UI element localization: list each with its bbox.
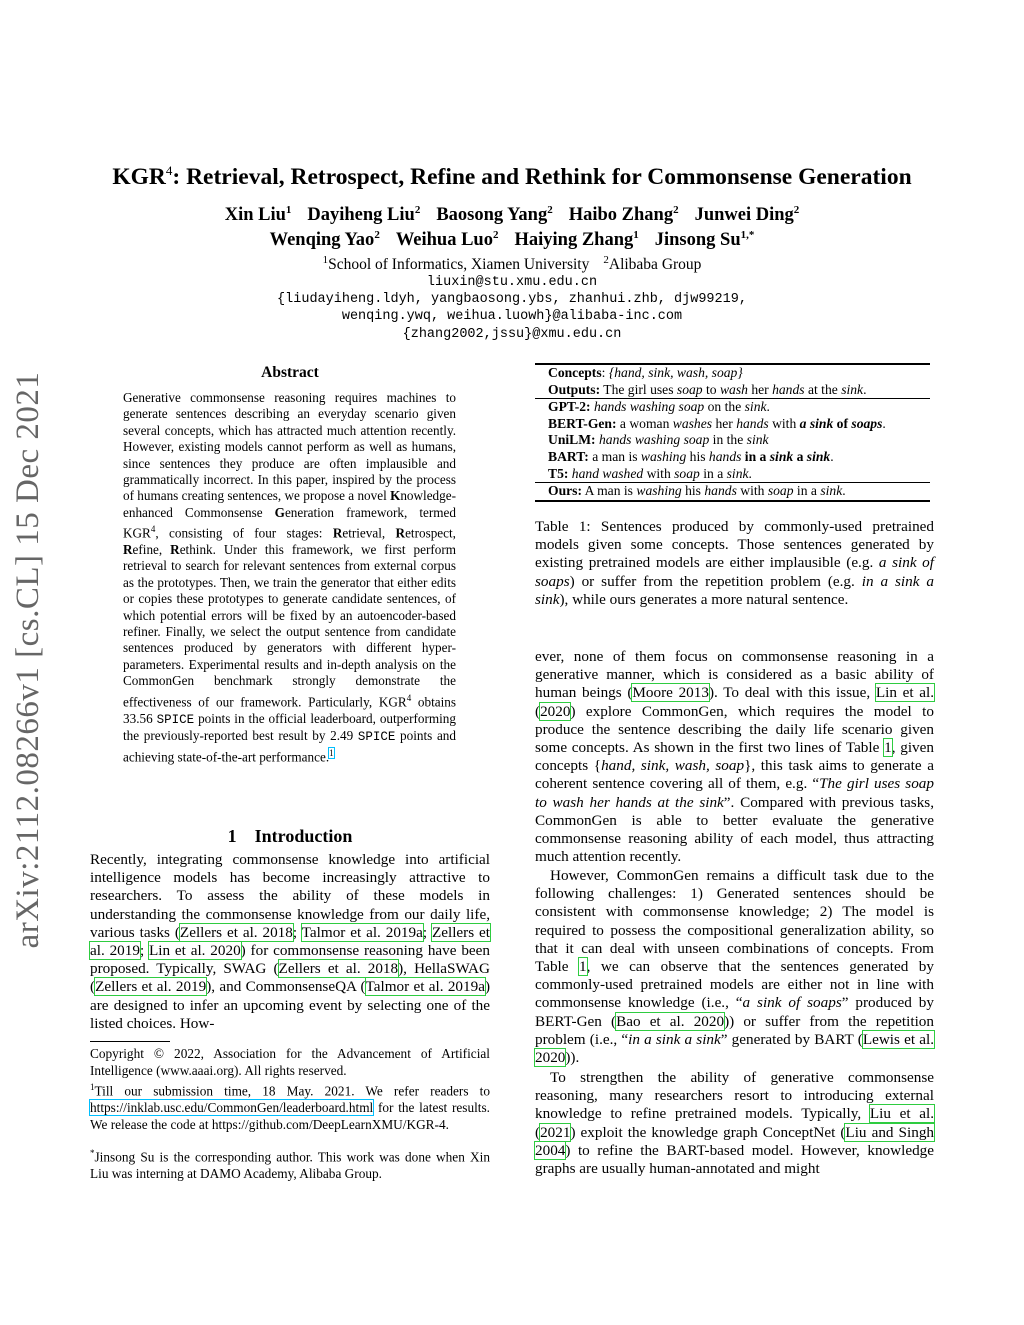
model-name: BART:	[548, 448, 589, 464]
author-name	[695, 205, 800, 225]
author-name-text: Xin Liu	[224, 205, 286, 226]
footnote-1: $^1$Till our submission time, 18 May. 2021. We refer readers to https://inklab.usc.edu/CommonGen/leaderboard.html for the latest results. We release the code at https://github.com/DeepLearnXMU/KGR-4.	[90, 1082, 490, 1132]
author-affiliation-mark: 2	[793, 204, 800, 216]
model-name: T5:	[548, 465, 569, 481]
table-row-concepts: Concepts: {hand, sink, wash, soap}	[548, 365, 743, 380]
table-row-ours	[535, 483, 930, 500]
citation[interactable]: Zellers et al. 2019	[95, 978, 207, 996]
table-text: in the	[709, 432, 747, 448]
copyright-footnote: Copyright © 2022, Association for the Advancement of Artificial Intelligence (www.aaai.org). All rights reserved.	[90, 1046, 490, 1078]
table-text: with	[768, 415, 800, 431]
table-row	[535, 399, 930, 416]
author-name	[270, 230, 380, 250]
table-ref[interactable]: 1	[884, 739, 892, 757]
author-name	[655, 230, 755, 250]
table-text: sink	[841, 381, 864, 397]
table-text: washing	[640, 448, 687, 464]
author-name-text: Junwei Ding	[694, 205, 794, 226]
author-name-text: Wenqing Yao	[269, 230, 375, 251]
intro-paragraph: However, CommonGen remains a difficult task due to the following challenges: 1) Generated sentences should be consistent with commonsense knowledge; 2) The model is required to possess the compositional generalization ability, so that it can deal with unseen combinations of concepts. From Table 1, we can observe that the sentences generated by commonly-used pretrained models are either not in line with commonsense knowledge (i.e., “a sink of soaps” produced by BERT-Gen (Bao et al. 2020)) or suffer from the repetition problem (i.e., “in a sink a sink” generated by BART (Lewis et al. 2020)).	[535, 867, 935, 1067]
paper-title: KGR$^4$: Retrieval, Retrospect, Refine and Rethink for Commonsense Generation	[112, 163, 912, 190]
author-name-text: Baosong Yang	[436, 205, 548, 226]
citation[interactable]: Lin et al. 2020	[149, 942, 241, 960]
table-text	[770, 449, 793, 464]
table-text: on the	[704, 399, 745, 415]
author-affiliation-mark: 2	[547, 204, 553, 216]
table-text: his	[686, 448, 709, 464]
email-line: {liudayiheng.ldyh, yangbaosong.ybs, zhanhui.zhb, djw99219,	[277, 292, 747, 307]
table-text: a woman	[616, 415, 673, 431]
table-text: hands washing soap	[598, 432, 710, 448]
author-name	[307, 205, 420, 225]
email-line: wenqing.ywq, weihua.luowh}@alibaba-inc.com	[341, 309, 683, 324]
citation[interactable]: Zellers et al. 2018	[179, 923, 293, 941]
table-text: washes	[672, 415, 713, 431]
affiliations: $^1$School of Informatics, Xiamen University $^2$Alibaba Group	[322, 254, 702, 274]
table-text: hand washed	[571, 465, 644, 481]
table-text: sink	[820, 483, 843, 499]
table-text: .	[842, 483, 846, 499]
author-line-2	[60, 229, 964, 251]
table-text: his	[681, 483, 705, 499]
abstract-heading: Abstract	[261, 364, 319, 381]
footnote-2: *Jinsong Su is the corresponding author. This work was done when Xin Liu was interning at DAMO Academy, Alibaba Group.	[90, 1148, 490, 1182]
table-text: .	[830, 448, 834, 464]
model-name: GPT-2:	[548, 399, 591, 415]
author-line-1	[60, 204, 964, 226]
author-affiliation-mark: 1	[633, 229, 639, 241]
table-text: with	[643, 465, 675, 481]
table-text: of	[833, 415, 852, 431]
table-row	[535, 466, 930, 483]
table-text: a man is	[588, 448, 641, 464]
table-text: sink	[769, 448, 794, 464]
table-text: .	[882, 415, 886, 431]
table-text	[851, 416, 882, 431]
citation[interactable]: Lin et al.	[875, 684, 934, 702]
table-text: in a	[699, 465, 727, 481]
table-text: sink	[726, 465, 749, 481]
intro-paragraph: ever, none of them focus on commonsense reasoning in a generative manner, which is considered as a basic ability of human beings (Moore 2013). To deal with this issue, Lin et al. (2020) explore CommonGen, which requires the model to produce the sentence describing the daily life scenario given some concepts. As shown in the first two lines of Table 1, given concepts {hand, sink, wash, soap}, this task aims to generate a coherent sentence covering all of them, e.g. “The girl uses soap to wash her hands at the sink”. Compared with previous tasks, CommonGen is able to better evaluate the generative commonsense reasoning ability of each model, thus attracting much attention recently.	[535, 648, 934, 866]
author-name	[225, 205, 292, 225]
table-text: hands washing soap	[593, 399, 705, 415]
table-text: sink	[806, 448, 831, 464]
table-text: .	[863, 381, 867, 397]
table-text: hands	[736, 415, 769, 431]
table-text: The girl uses	[600, 381, 677, 397]
citation[interactable]: Zellers et al. 2018	[278, 960, 399, 978]
table-text: washing	[636, 483, 682, 499]
table-row	[535, 416, 930, 433]
table-text: .	[766, 399, 770, 415]
table-text: at the	[804, 381, 842, 397]
author-affiliation-mark: 1,*	[740, 229, 755, 241]
citation[interactable]: Talmor et al. 2019a	[365, 978, 485, 996]
author-name	[569, 205, 679, 225]
model-name: Ours:	[548, 483, 582, 499]
author-affiliation-mark: 2	[414, 204, 421, 216]
table-text: hands	[704, 483, 737, 499]
table-text: wash	[719, 381, 748, 397]
citation[interactable]: 2021	[540, 1123, 571, 1141]
table-text: sink	[744, 399, 767, 415]
email-line: liuxin@stu.xmu.edu.cn	[426, 275, 598, 290]
table-ref[interactable]: 1	[579, 958, 587, 976]
table-text: a sink	[799, 415, 834, 431]
section-heading: 1 Introduction	[227, 826, 353, 846]
table-text: sink	[746, 432, 769, 448]
citation[interactable]: Liu and Singh 2004	[535, 1123, 935, 1159]
table-text	[807, 449, 830, 464]
table-text: hands	[772, 381, 805, 397]
table-text: A man is	[581, 483, 637, 499]
table-text: .	[748, 465, 752, 481]
model-name: BERT-Gen:	[548, 415, 617, 431]
author-name-text: Jinsong Su	[654, 230, 741, 251]
email-line: {zhang2002,jssu}@xmu.edu.cn	[402, 327, 622, 342]
abstract-body: Generative commonsense reasoning requires machines to generate sentences describing an everyday scenario given several concepts, which has attracted much attention recently. However, existing models cannot perform as well as humans, since sentences they produce are often implausible and grammatically incorrect. In this paper, inspired by the process of humans creating sentences, we propose a novel Knowledge-enhanced Commonsense Generation framework, termed KGR$^4$, consisting of four stages: Retrieval, Retrospect, Refine, Rethink. Under this framework, we first perform retrieval to search for relevant sentences from external corpus as the prototypes. Then, we train the generator that either edits or copies these prototypes to generate candidate sentences, of which potential errors will be fixed by an autoencoder-based refiner. Finally, we select the output sentence from candidate sentences produced by generators with different hyper-parameters. Experimental results and in-depth analysis on the CommonGen benchmark strongly demonstrate the effectiveness of our framework. Particularly, KGR$^4$ obtains 33.56 SPICE points in the official leaderboard, outperforming the previously-reported best result by 2.49 SPICE points and achieving state-of-the-art performance.$^1$	[123, 390, 456, 765]
author-affiliation-mark: 1	[285, 204, 292, 216]
footnote-rule	[90, 1041, 170, 1042]
intro-paragraph: To strengthen the ability of generative commonsense reasoning, many researchers resort to introducing external knowledge to refine pretrained models. Typically, Liu et al. (2021) exploit the knowledge graph ConceptNet (Liu and Singh 2004) to refine the BART-based model. However, knowledge graphs are usually human-annotated and might	[535, 1069, 935, 1178]
citation[interactable]: Lewis et al. 2020	[535, 1030, 935, 1067]
table-text: in a	[793, 483, 821, 499]
citation[interactable]: Liu et al.	[869, 1105, 934, 1123]
table-1-caption: Table 1: Sentences produced by commonly-used pretrained models given some concepts. Those sentences generated by existing pretrained models are either implausible (e.g. a sink of soaps) or suffer from the repetition problem (e.g. in a sink a sink), while ours generates a more natural sentence.	[535, 518, 935, 608]
citation[interactable]: Moore 2013	[632, 684, 709, 702]
table-text: soap	[674, 465, 700, 481]
intro-paragraph: Recently, integrating commonsense knowledge into artificial intelligence models has become increasingly attractive to researchers. To assess the ability of these models in understanding the commonsense knowledge from our daily life, various tasks (Zellers et al. 2018; Talmor et al. 2019a; Zellers et al. 2019; Lin et al. 2020) for commonsense reasoning have been proposed. Typically, SWAG (Zellers et al. 2018), HellaSWAG (Zellers et al. 2019), and CommonsenseQA (Talmor et al. 2019a) are designed to infer an upcoming event by selecting one of the listed choices. How-	[90, 851, 491, 1032]
author-name	[396, 230, 499, 250]
table-text: her	[712, 415, 737, 431]
author-name-text: Haibo Zhang	[568, 205, 674, 226]
table-text: hands	[708, 448, 742, 464]
arxiv-stamp: arXiv:2112.08266v1 [cs.CL] 15 Dec 2021	[10, 371, 46, 949]
table-text: a	[793, 448, 807, 464]
table-text	[800, 416, 834, 431]
table-text: soaps	[851, 415, 883, 431]
citation[interactable]: Bao et al. 2020	[616, 1012, 725, 1030]
citation[interactable]: 2020	[540, 702, 571, 720]
author-affiliation-mark: 2	[492, 229, 499, 241]
table-row	[535, 432, 930, 449]
table-row-outputs: Outputs: The girl uses soap to wash her hands at the sink.	[548, 381, 867, 397]
footnote-1-link[interactable]: 1	[329, 748, 334, 759]
author-name-text: Weihua Luo	[395, 230, 493, 251]
citation[interactable]: Talmor et al. 2019a	[301, 923, 423, 941]
author-name-text: Haiying Zhang	[514, 230, 634, 251]
author-name	[514, 230, 638, 250]
table-row	[535, 449, 930, 466]
table-text: her	[747, 381, 773, 397]
author-affiliation-mark: 2	[673, 204, 679, 216]
author-name-text: Dayiheng Liu	[307, 205, 415, 226]
author-name	[436, 205, 552, 225]
leaderboard-link[interactable]: https://inklab.usc.edu/CommonGen/leaderboard.html	[90, 1100, 374, 1116]
citation[interactable]: Zellers et al. 2019	[90, 923, 490, 960]
table-text: to	[702, 381, 720, 397]
author-affiliation-mark: 2	[374, 229, 380, 241]
table-text: soap	[676, 381, 703, 397]
table-1	[535, 363, 930, 502]
table-text: with	[736, 483, 768, 499]
table-text: soap	[767, 483, 794, 499]
model-name: UniLM:	[548, 432, 596, 448]
table-text: in a	[741, 448, 770, 464]
